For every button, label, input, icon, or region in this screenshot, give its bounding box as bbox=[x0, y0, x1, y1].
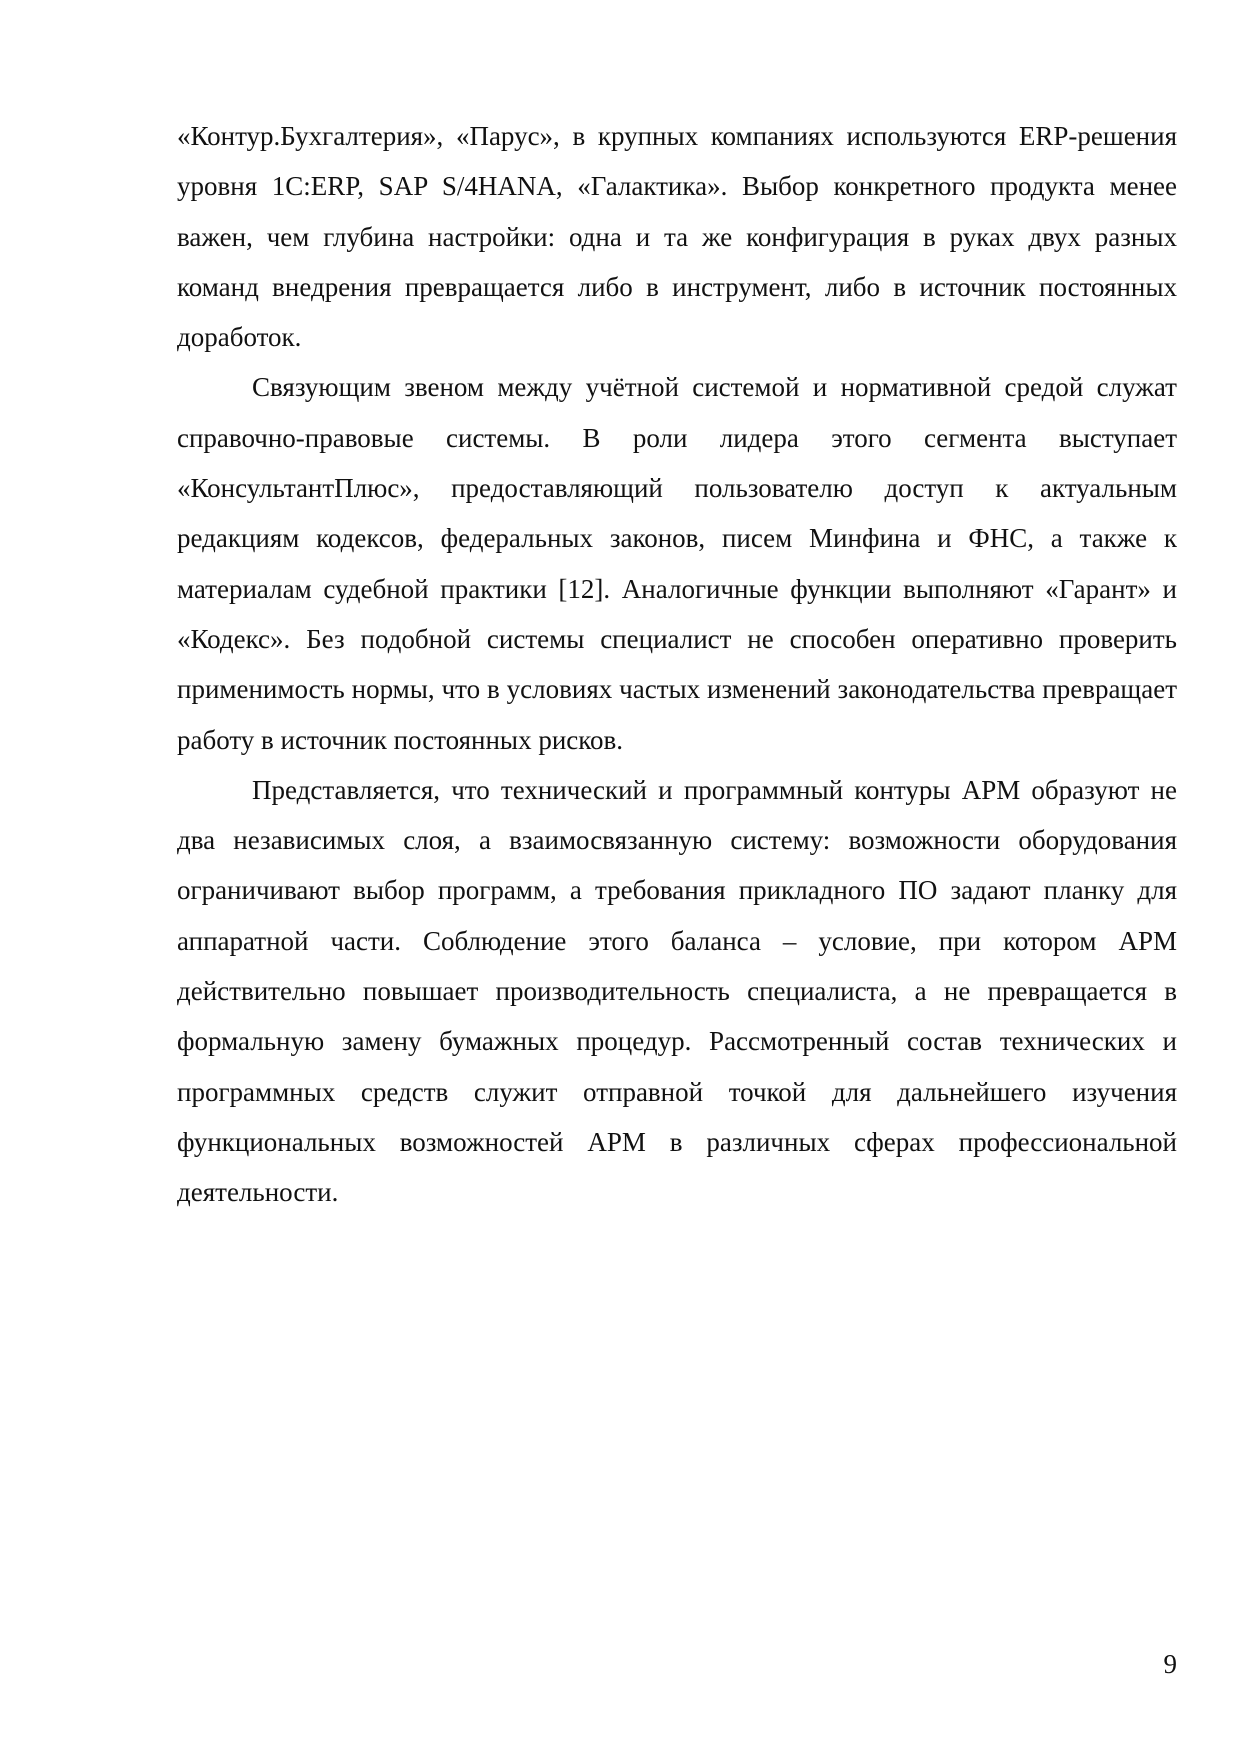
body-text bbox=[177, 111, 1177, 1218]
paragraph-conclusion: Представляется, что технический и программный контуры АРМ образуют не два независимых слоя, а взаимосвязанную систему: возможности оборудования ограничивают выбор программ, а требования прикладного ПО задают планку для аппаратной части. Соблюдение этого баланса – условие, при котором АРМ действительно повышает производительность специалиста, а не превращается в формальную замену бумажных процедур. Рассмотренный состав технических и программных средств служит отправной точкой для дальнейшего изучения функциональных возможностей АРМ в различных сферах профессиональной деятельности. bbox=[177, 774, 1177, 1208]
page-number: 9 bbox=[1163, 1649, 1177, 1679]
paragraph-legal-systems: Связующим звеном между учётной системой и нормативной средой служат справочно-правовые системы. В роли лидера этого сегмента выступает «КонсультантПлюс», предоставляющий пользователю доступ к актуальным редакциям кодексов, федеральных законов, писем Минфина и ФНС, а также к материалам судебной практики [12]. Аналогичные функции выполняют «Гарант» и «Кодекс». Без подобной системы специалист не способен оперативно проверить применимость нормы, что в условиях частых изменений законодательства превращает работу в источник постоянных рисков. bbox=[177, 372, 1177, 755]
paragraph-continuation: «Контур.Бухгалтерия», «Парус», в крупных компаниях используются ERP-решения уровня 1С:ERP, SAP S/4HANA, «Галактика». Выбор конкретного продукта менее важен, чем глубина настройки: одна и та же конфигурация в руках двух разных команд внедрения превращается либо в инструмент, либо в источник постоянных доработок. bbox=[177, 121, 1177, 353]
